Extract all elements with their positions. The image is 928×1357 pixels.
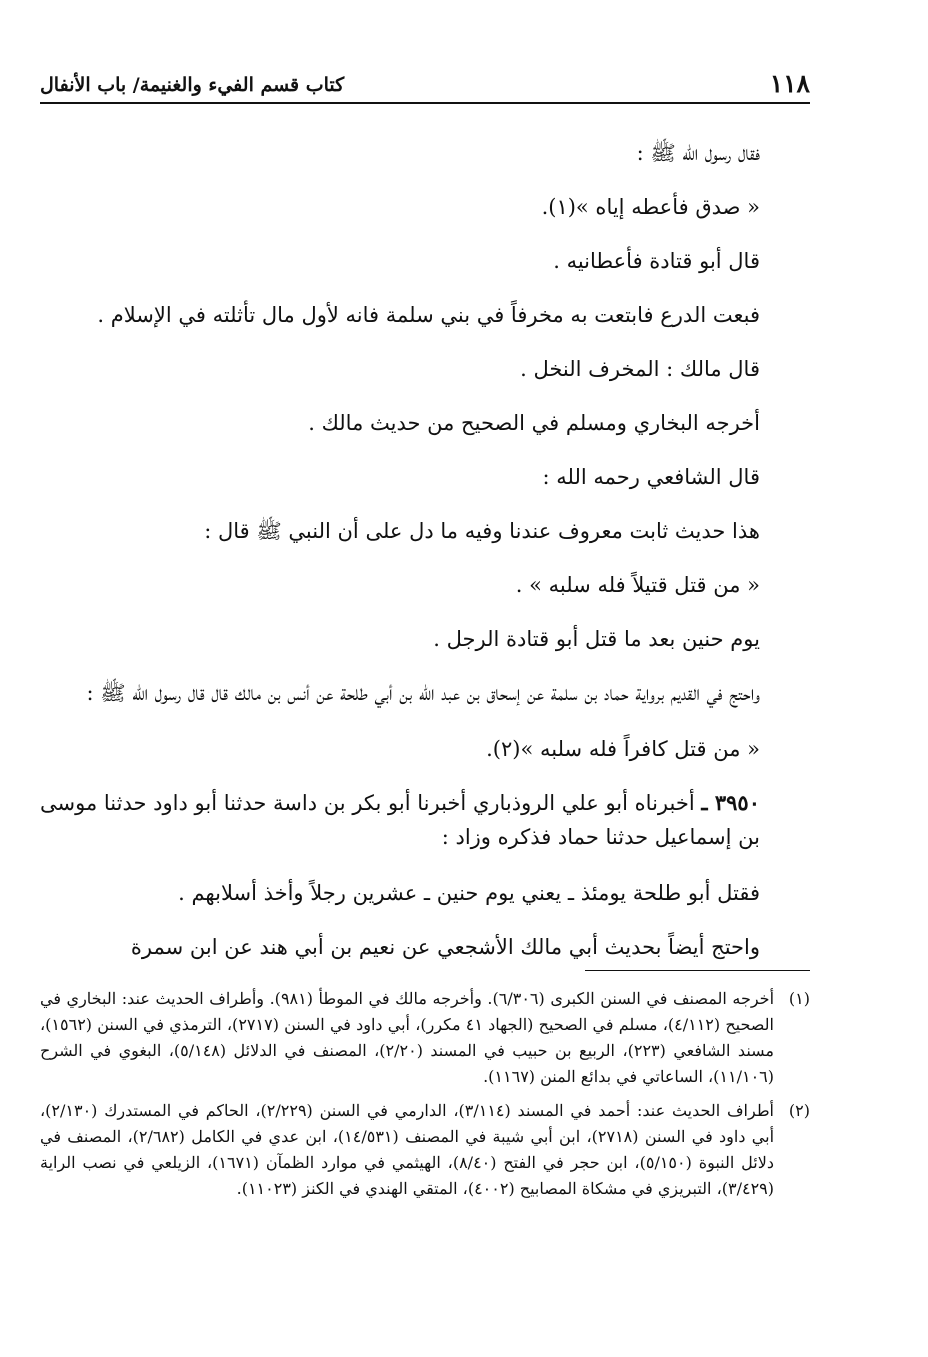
- paragraph: أخرجه البخاري ومسلم في الصحيح من حديث مالك .: [308, 411, 760, 435]
- footnote: [40, 1098, 810, 1202]
- footnote-marker: (٢): [788, 1101, 810, 1120]
- footnote-text: أخرجه المصنف في السنن الكبرى (٦/٣٠٦). وأخرجه مالك في الموطأ (٩٨١). وأطراف الحديث عند: البخاري في الصحيح (٤/١١٢)، مسلم في الصحيح (الجهاد ٤١ مكرر)، أبي داود في السنن (٢٧١٧)، الترمذي في السنن (١٥٦٢)، مسند الشافعي (٢٢٣)، الربيع بن حبيب في المسند (٢/٢٠)، المصنف في الدلائل (٥/١٤٨)، البغوي في الشرح (١١/١٠٦)، الساعاتي في بدائع المنن (١١٦٧).: [40, 989, 775, 1086]
- footnote-text: أطراف الحديث عند: أحمد في المسند (٣/١١٤)، الدارمي في السنن (٢/٢٢٩)، الحاكم في المستدرك (٢/١٣٠)، أبي داود في السنن (٢٧١٨)، ابن أبي شيبة في المصنف (١٤/٥٣١)، ابن عدي في الكامل (٢/٦٨٢)، المصنف في دلائل النبوة (٥/١٥٠)، ابن حجر في الفتح (٨/٤٠)، الهيثمي في موارد الظمآن (١٦٧١)، الزيلعي في نصب الراية (٣/٤٢٩)، التبريزي في مشكاة المصابيح (٤٠٠٢)، المتقي الهندي في الكنز (١١٠٢٣).: [40, 1101, 775, 1198]
- footnote-divider: [585, 970, 810, 971]
- paragraph: واحتج في القديم برواية حماد بن سلمة عن إسحاق بن عبد الله بن أبي طلحة عن أنس بن مالك قال قال رسول الله ﷺ :: [86, 681, 760, 705]
- paragraph: قال مالك : المخرف النخل .: [520, 357, 760, 381]
- hadith-paragraph: [40, 786, 810, 854]
- paragraph: فبعت الدرع فابتعت به مخرفاً في بني سلمة فانه لأول مال تأثلته في الإسلام .: [97, 303, 760, 327]
- paragraph: قال الشافعي رحمه الله :: [542, 465, 760, 489]
- header-title: كتاب قسم الفيء والغنيمة/ باب الأنفال: [40, 74, 345, 96]
- paragraph: « صدق فأعطه إياه »(١).: [541, 195, 760, 219]
- paragraph: قال أبو قتادة فأعطانيه .: [553, 249, 760, 273]
- footnote: [40, 986, 810, 1090]
- running-header: [40, 62, 810, 104]
- paragraph: يوم حنين بعد ما قتل أبو قتادة الرجل .: [433, 627, 760, 651]
- hadith-text: أخبرناه أبو علي الروذباري أخبرنا أبو بكر بن داسة حدثنا أبو داود حدثنا موسى بن إسماعيل حدثنا حماد فذكره وزاد :: [40, 791, 760, 849]
- main-text: [40, 126, 810, 974]
- paragraph: هذا حديث ثابت معروف عندنا وفيه ما دل على أن النبي ﷺ قال :: [204, 519, 760, 543]
- paragraph: فقتل أبو طلحة يومئذ ـ يعني يوم حنين ـ عشرين رجلاً وأخذ أسلابهم .: [178, 881, 760, 905]
- paragraph: واحتج أيضاً بحديث أبي مالك الأشجعي عن نعيم بن أبي هند عن ابن سمرة: [130, 935, 760, 959]
- footnotes: [40, 986, 810, 1210]
- paragraph: فقال رسول الله ﷺ :: [636, 141, 760, 165]
- page-number: ١١٨: [769, 69, 810, 98]
- book-page: [40, 48, 810, 1318]
- paragraph: « من قتل كافراً فله سلبه »(٢).: [486, 737, 760, 761]
- hadith-number: ٣٩٥٠ ـ: [701, 790, 760, 815]
- footnote-marker: (١): [788, 989, 810, 1008]
- paragraph: « من قتل قتيلاً فله سلبه » .: [515, 573, 760, 597]
